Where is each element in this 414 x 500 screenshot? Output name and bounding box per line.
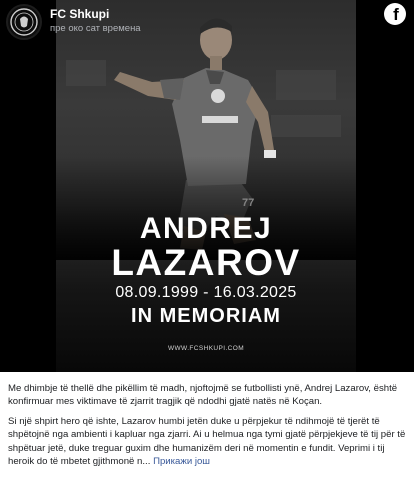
caption-paragraph-1: Me dhimbje të thellë dhe pikëllim të madh, njoftojmë se futbollisti ynë, Andrej Lazarov, është konfirmuar mes viktimave të zjarrit tragjik që ndodhi gjatë natës në Koçan. (8, 383, 398, 408)
see-more-link[interactable]: Прикажи још (153, 456, 211, 468)
facebook-icon[interactable] (384, 3, 406, 25)
page-name[interactable]: FC Shkupi (50, 7, 110, 21)
caption-paragraph-2 (8, 415, 406, 469)
player-first-name: ANDREJ (139, 212, 273, 245)
post-caption (0, 372, 414, 500)
post-timestamp[interactable]: пре око сат времена (50, 23, 141, 34)
facebook-letter: f (393, 5, 399, 24)
page-avatar[interactable] (6, 4, 42, 40)
in-memoriam-text: IN MEMORIAM (131, 305, 281, 327)
website-text: WWW.FCSHKUPI.COM (167, 345, 245, 352)
life-dates: 08.09.1999 - 16.03.2025 (115, 284, 297, 301)
post-header (0, 0, 414, 42)
caption-paragraph-2-text: Si një shpirt hero që ishte, Lazarov humbi jetën duke u përpjekur të ndihmojë të tjerët të shpëtojnë nga ambienti i kapluar nga zjarri. Ai u helmua nga tymi gjatë përpjekjeve të tij për të shpëtuar jetë, duke treguar guxim dhe humanizëm deri në momentin e fundit. Veprimi i tij heroik do të mbetet gjithmonë n... (8, 415, 406, 468)
club-crest-icon (9, 7, 39, 37)
memorial-image[interactable] (56, 0, 356, 372)
player-last-name: LAZAROV (111, 242, 301, 283)
